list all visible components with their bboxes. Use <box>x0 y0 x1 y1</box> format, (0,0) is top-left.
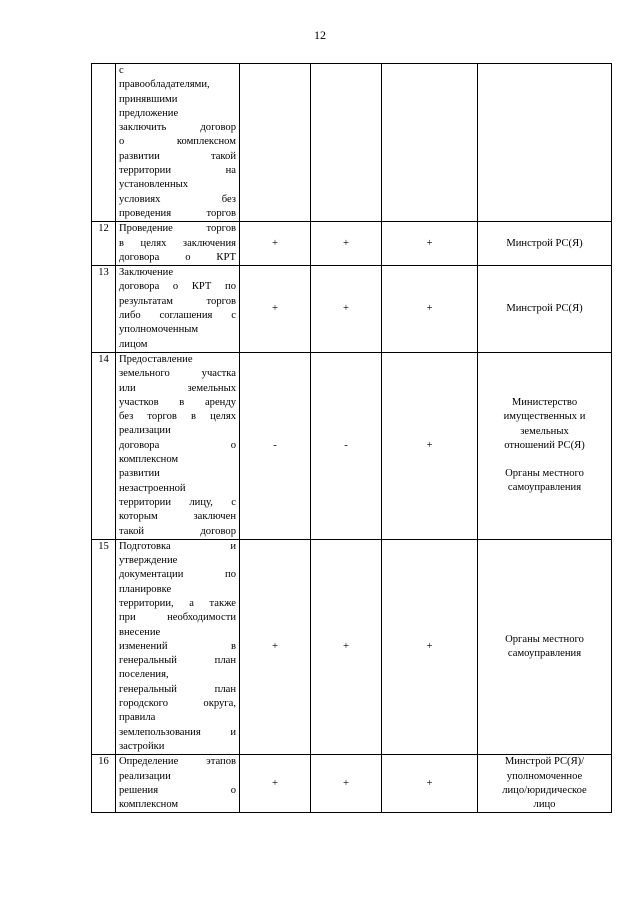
participation-mark-3: + <box>382 352 478 539</box>
table-row <box>92 755 612 813</box>
description-line: уполномоченным <box>119 324 199 336</box>
stage-description <box>116 64 240 222</box>
description-line: в целях заключения <box>119 237 236 249</box>
description-line: установленных <box>119 179 189 191</box>
row-number: 12 <box>92 222 116 266</box>
row-number: 16 <box>92 755 116 813</box>
description-line: предложение <box>119 107 179 119</box>
description-line: генеральный план <box>119 655 236 667</box>
description-line: утверждение <box>119 555 178 567</box>
description-line: Проведение торгов <box>119 223 236 235</box>
responsible-line: Министерство <box>511 396 578 408</box>
description-line: внесение <box>119 626 161 638</box>
responsible-line: отношений РС(Я) <box>504 439 585 451</box>
description-line: развитии <box>119 468 160 480</box>
description-line: такой договор <box>119 525 236 537</box>
responsible-line: Минстрой РС(Я) <box>506 302 583 314</box>
participation-mark-1: + <box>240 755 311 813</box>
page-number: 12 <box>314 28 326 42</box>
responsible-body <box>478 352 612 539</box>
responsible-line: лицо <box>533 799 556 811</box>
description-line: условиях без <box>119 193 236 205</box>
participation-mark-1: - <box>240 352 311 539</box>
description-line: комплексном <box>119 454 179 466</box>
responsible-body <box>478 222 612 266</box>
stage-description <box>116 266 240 353</box>
responsible-line: самоуправления <box>507 482 582 494</box>
responsible-line: Минстрой РС(Я)/ <box>504 756 585 768</box>
participation-mark-2: + <box>311 266 382 353</box>
participation-mark-3: + <box>382 755 478 813</box>
responsible-line: уполномоченное <box>506 770 583 782</box>
procedure-table <box>91 63 612 813</box>
participation-mark-2: - <box>311 352 382 539</box>
participation-mark-2: + <box>311 755 382 813</box>
participation-mark-3 <box>382 64 478 222</box>
row-number: 14 <box>92 352 116 539</box>
responsible-line: самоуправления <box>507 648 582 660</box>
participation-mark-1: + <box>240 266 311 353</box>
description-line: или земельных <box>119 382 236 394</box>
participation-mark-3: + <box>382 539 478 754</box>
description-line: проведения торгов <box>119 207 236 219</box>
description-line: развитии такой <box>119 150 236 162</box>
description-line: правила <box>119 712 156 724</box>
description-line: изменений в <box>119 640 236 652</box>
description-line: территории лицу, с <box>119 496 236 508</box>
description-line: генеральный план <box>119 683 236 695</box>
row-number <box>92 64 116 222</box>
description-line: которым заключен <box>119 511 236 523</box>
table-row <box>92 352 612 539</box>
responsible-body <box>478 755 612 813</box>
description-line: реализации <box>119 770 171 782</box>
description-line: документации по <box>119 569 236 581</box>
description-line: либо соглашения с <box>119 310 236 322</box>
participation-mark-2: + <box>311 539 382 754</box>
responsible-body <box>478 539 612 754</box>
description-line: территории, а также <box>119 597 236 609</box>
description-line: территории на <box>119 165 236 177</box>
description-line: Определение этапов <box>119 756 236 768</box>
participation-mark-2: + <box>311 222 382 266</box>
stage-description <box>116 352 240 539</box>
description-line: Подготовка и <box>119 540 236 552</box>
responsible-line: имущественных и <box>503 411 586 423</box>
description-line: принявшими <box>119 93 178 105</box>
description-line: реализации <box>119 425 171 437</box>
description-line: участков в аренду <box>119 396 236 408</box>
description-line: лицом <box>119 338 148 350</box>
row-number: 13 <box>92 266 116 353</box>
description-line: Заключение <box>119 267 174 279</box>
description-line: земельного участка <box>119 368 236 380</box>
responsible-line: Органы местного <box>505 633 584 645</box>
description-line: поселения, <box>119 669 169 681</box>
description-line: планировке <box>119 583 172 595</box>
row-number: 15 <box>92 539 116 754</box>
description-line: незастроенной <box>119 482 186 494</box>
description-line: при необходимости <box>119 612 236 624</box>
participation-mark-2 <box>311 64 382 222</box>
description-line: комплексном <box>119 799 179 811</box>
description-line: заключить договор <box>119 122 236 134</box>
description-line: без торгов в целях <box>119 411 236 423</box>
participation-mark-1: + <box>240 539 311 754</box>
responsible-body <box>478 266 612 353</box>
responsible-body <box>478 64 612 222</box>
responsible-line: земельных <box>520 425 569 437</box>
table-row <box>92 222 612 266</box>
description-line: договора о КРТ <box>119 251 236 263</box>
description-line: решения о <box>119 784 236 796</box>
table-row <box>92 64 612 222</box>
description-line: договора о <box>119 439 236 451</box>
responsible-line: Органы местного <box>505 468 584 480</box>
participation-mark-3: + <box>382 222 478 266</box>
description-line: результатам торгов <box>119 295 236 307</box>
description-line: правообладателями, <box>119 79 210 91</box>
participation-mark-3: + <box>382 266 478 353</box>
stage-description <box>116 755 240 813</box>
description-line: землепользования и <box>119 726 236 738</box>
stage-description <box>116 222 240 266</box>
stage-description <box>116 539 240 754</box>
responsible-line: лицо/юридическое <box>502 784 587 796</box>
participation-mark-1: + <box>240 222 311 266</box>
description-line: застройки <box>119 740 165 752</box>
responsible-line: Минстрой РС(Я) <box>506 237 583 249</box>
participation-mark-1 <box>240 64 311 222</box>
table-row <box>92 539 612 754</box>
description-line: городского округа, <box>119 698 236 710</box>
table-row <box>92 266 612 353</box>
description-line: договора о КРТ по <box>119 281 236 293</box>
description-line: с <box>119 65 124 76</box>
responsible-gap <box>482 453 607 467</box>
description-line: о комплексном <box>119 136 236 148</box>
description-line: Предоставление <box>119 353 193 365</box>
